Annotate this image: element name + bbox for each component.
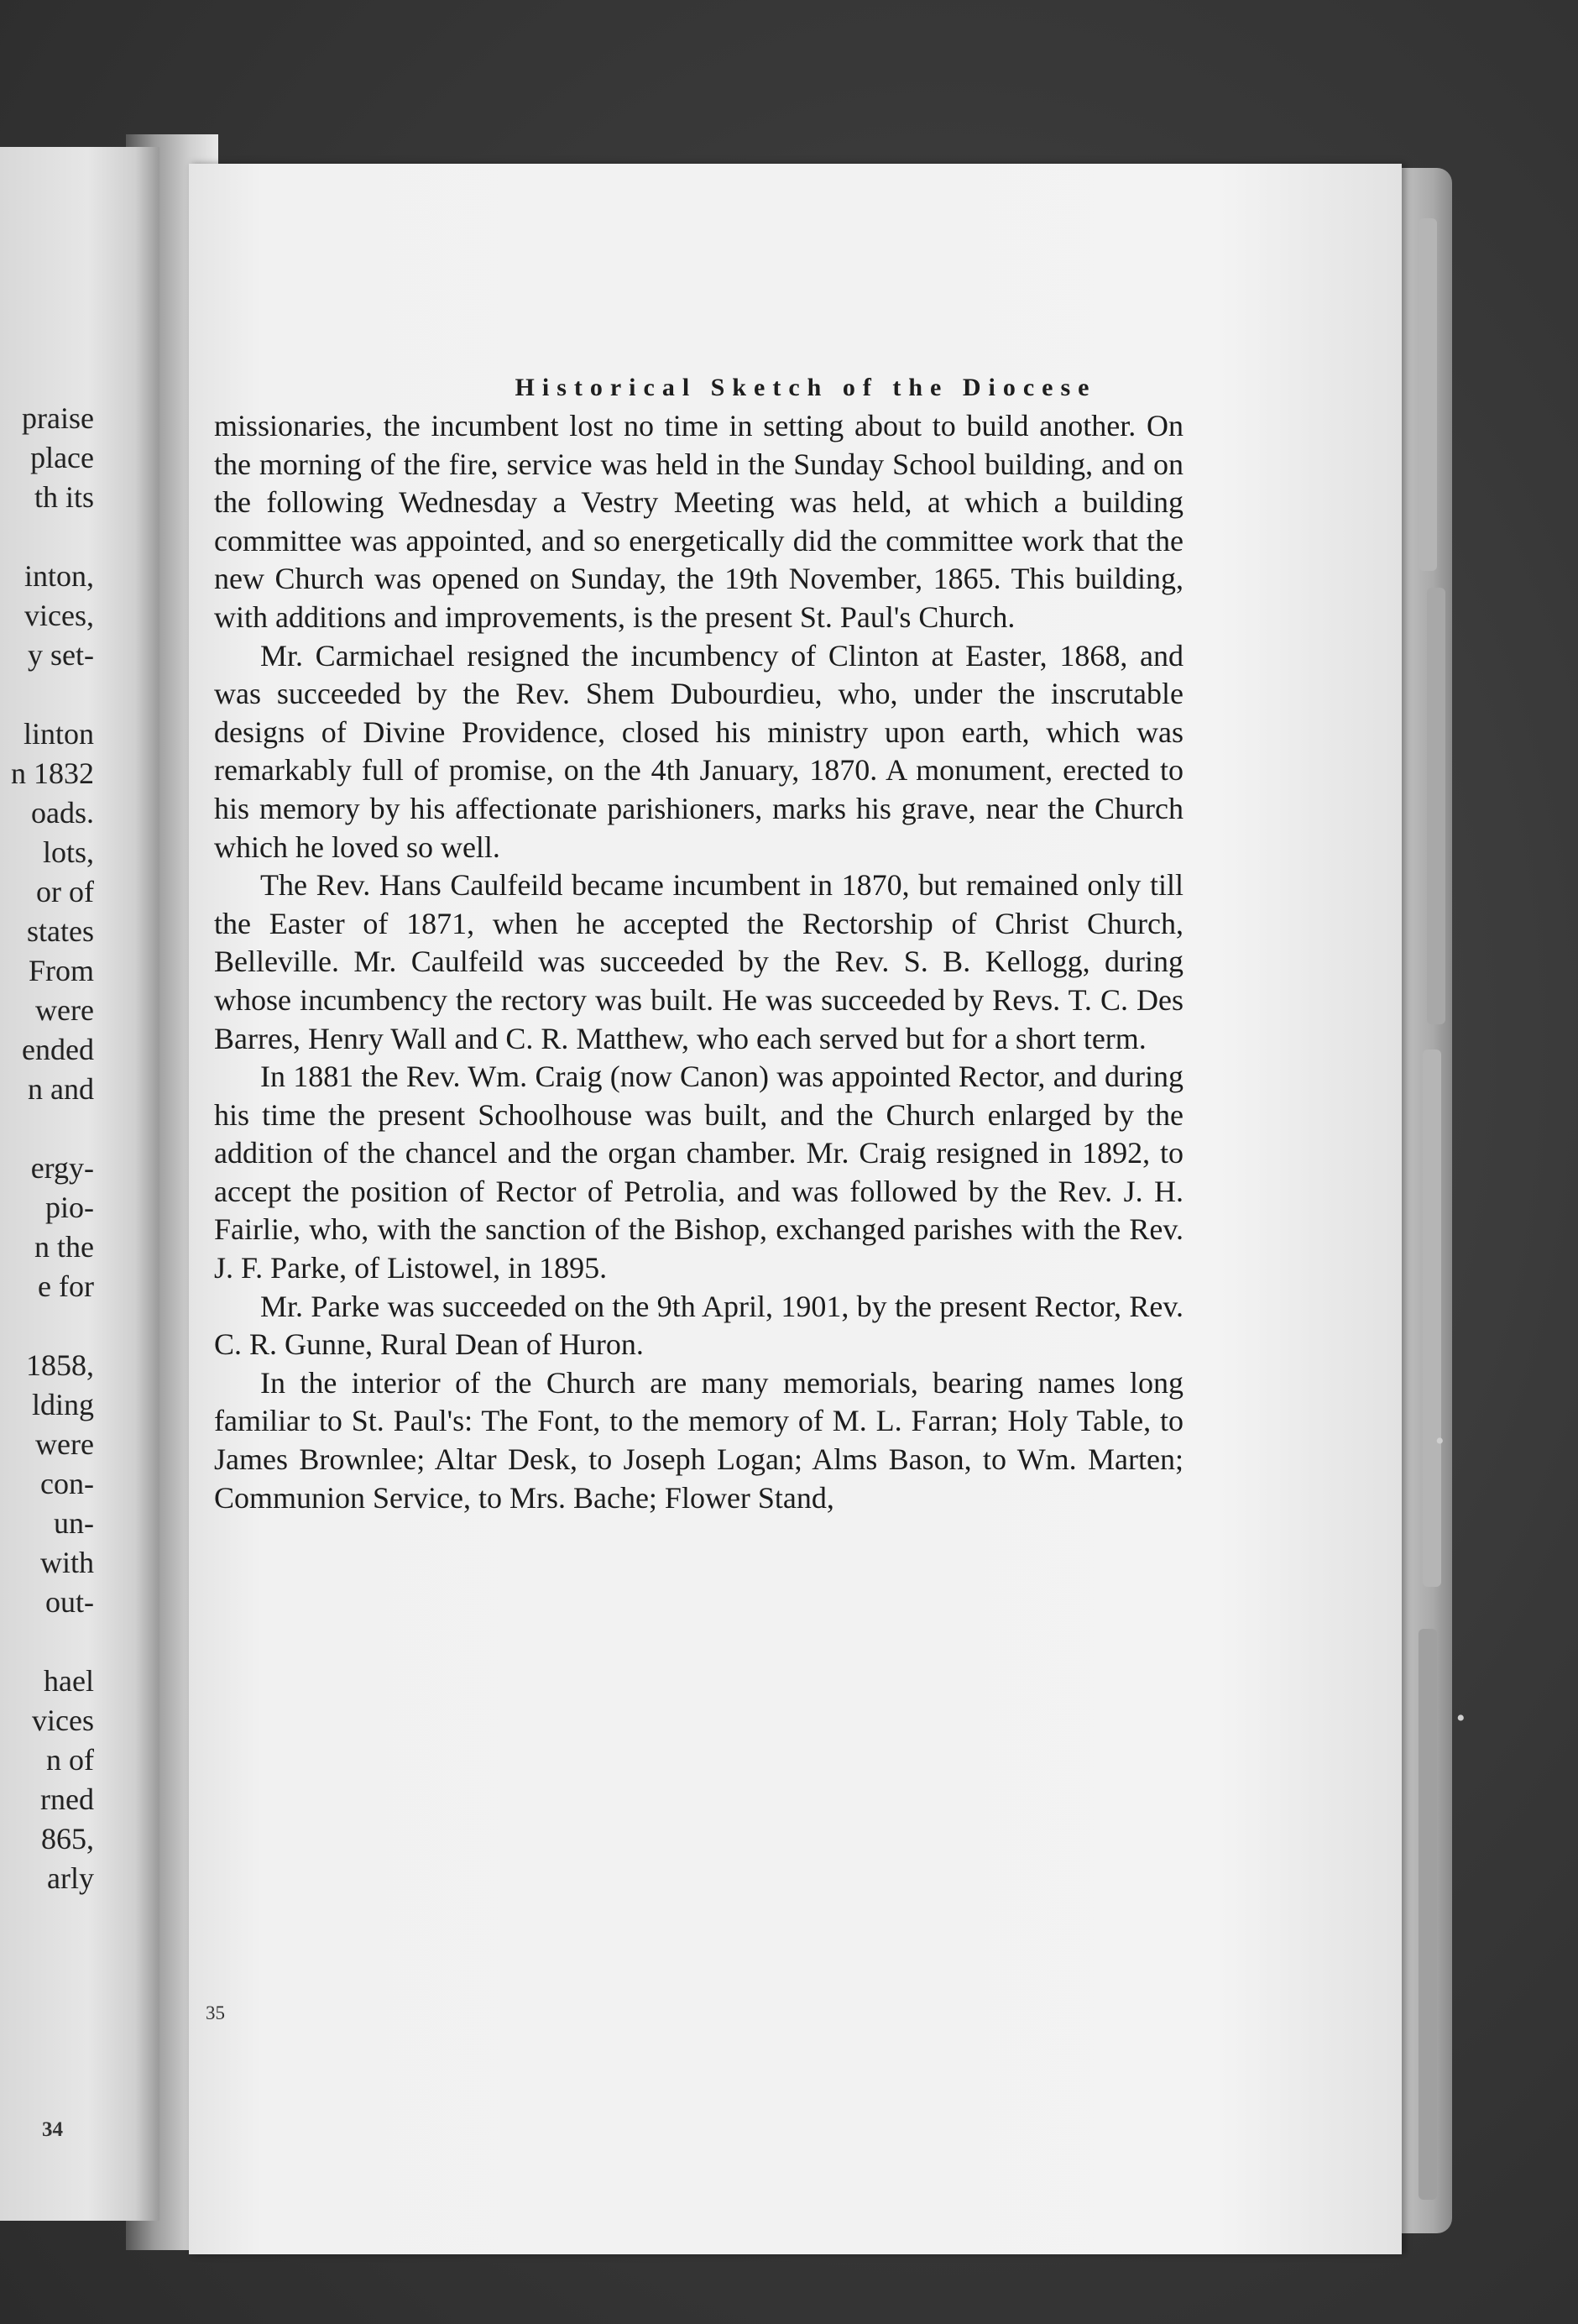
paragraph: In 1881 the Rev. Wm. Craig (now Canon) was appointed Rector, and during his time the present Schoolhouse was built, and the Church enlarged by the addition of the chancel and the organ chamber. Mr. Craig resigned in 1892, to accept the position of Rector of Petrolia, and was followed by the Rev. J. H. Fairlie, who, with the sanction of the Bishop, exchanged parishes with the Rev. J. F. Parke, of Listowel, in 1895. [214,1060,1184,1285]
paragraph: missionaries, the incumbent lost no time in setting about to build another. On the morning of the fire, service was held in the Sunday School building, and on the following Wednesday a Vestry Meeting was held, at which a building committee was appointed, and so energetically did the committee work that the new Church was opened on Sunday, the 19th November, 1865. This building, with additions and improvements, is the present St. Paul's Church. [214,409,1184,634]
paragraph: The Rev. Hans Caulfeild became incumbent in 1870, but remained only till the Easter of 1871, when he accepted the Rectorship of Christ Church, Belleville. Mr. Caulfeild was succeeded by the Rev. S. B. Kellogg, during whose incumbency the rectory was built. He was succeeded by Revs. T. C. Des Barres, Henry Wall and C. R. Matthew, who each served but for a short term. [214,868,1184,1055]
right-page-number: 35 [206,2002,225,2023]
right-page [189,164,1402,2254]
left-page-number: 34 [42,2118,63,2141]
running-head: Historical Sketch of the Diocese [515,374,1097,401]
paragraph: In the interior of the Church are many memorials, bearing names long familiar to St. Paul's: The Font, to the memory of M. L. Farran; Holy Table, to James Brownlee; Altar Desk, to Joseph Logan; Alms Bason, to Wm. Marten; Communion Service, to Mrs. Bache; Flower Stand, [214,1365,1184,1515]
page-edge-strip [1419,218,1437,571]
page-edge-strip [1427,588,1445,1024]
scan-speck: • [1456,1704,1466,1732]
left-page [0,147,159,2221]
scan-speck: • [1435,1427,1445,1455]
left-page-text: praise place th its inton, vices, y set- linton n 1832 oads. lots, or of states From were ended n and ergy- pio- n the e for 1858, lding were con- un- with out- hael vices n of rned 865, arly [11,401,94,1895]
body-text [214,407,1184,1517]
paragraph: Mr. Carmichael resigned the incumbency of Clinton at Easter, 1868, and was succeeded by the Rev. Shem Dubourdieu, who, under the inscrutable designs of Divine Providence, closed his ministry upon earth, which was remarkably full of promise, on the 4th January, 1870. A monument, erected to his memory by his affectionate parishioners, marks his grave, near the Church which he loved so well. [214,638,1184,864]
paragraph: Mr. Parke was succeeded on the 9th April, 1901, by the present Rector, Rev. C. R. Gunne, Rural Dean of Huron. [214,1289,1184,1362]
page-edge-strip [1423,1049,1441,1587]
page-edge-strip [1419,1629,1437,2200]
